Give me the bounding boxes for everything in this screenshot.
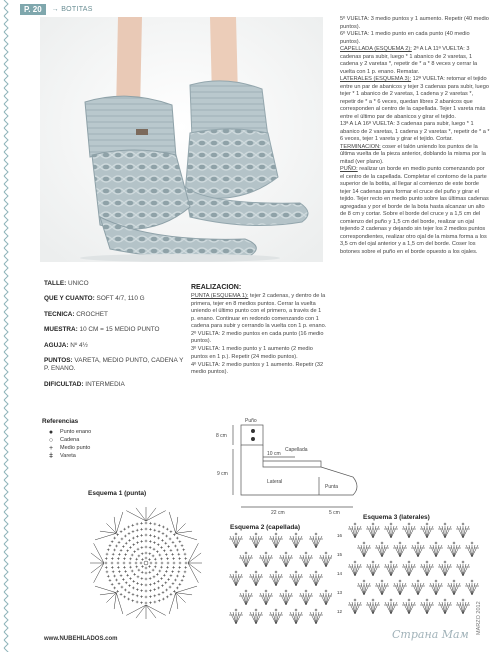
- symbol-legend: [42, 418, 162, 460]
- spec-material: QUE Y CUANTO: SOFT 4/7, 110 G: [44, 295, 145, 303]
- watermark: Страна Мам: [392, 628, 469, 641]
- svg-text:5 cm: 5 cm: [329, 510, 340, 515]
- instructions-continued: [340, 16, 490, 256]
- svg-text:Esquema 3 (laterales): Esquema 3 (laterales): [363, 514, 430, 521]
- spec-puntos: PUNTOS: VARETA, MEDIO PUNTO, CADENA Y P. ENANO.: [44, 357, 184, 373]
- footer-site: www.NUBEHILADOS.com: [44, 636, 118, 642]
- spec-dificultad: DIFICULTAD: INTERMEDIA: [44, 380, 125, 388]
- instruction-paragraph: PUNTA (ESQUEMA 1): tejer 2 cadenas, y dentro de la primera, tejer en 8 medios puntos. Cerrar la vuelta uniendo el último punto con el primero, a través de 1 p. enano. Continuar en redondo comenzando con 1 cadena para subir y cerrando la vuelta con 1 p. enano.: [191, 293, 327, 330]
- svg-text:Punta: Punta: [325, 484, 339, 490]
- slippers-photo: [40, 17, 323, 262]
- pattern-specs: [44, 280, 184, 396]
- instruction-paragraph: 5º VUELTA: 3 medio puntos y 1 aumento. Repetir (40 medio puntos).: [340, 16, 489, 30]
- chart-esquema-2: [222, 522, 332, 632]
- instruction-paragraph: 4º VUELTA: 2 medio puntos y 1 aumento. Repetir (32 medio puntos).: [191, 361, 324, 375]
- instruction-paragraph: 3º VUELTA: 1 medio punto y 1 aumento (2 medio puntos en 1 p.). Repetir (24 medio puntos).: [191, 346, 313, 360]
- spec-muestra: MUESTRA: 10 CM = 15 MEDIO PUNTO: [44, 326, 160, 334]
- svg-text:Esquema 1 (punta): Esquema 1 (punta): [88, 490, 147, 497]
- svg-text:15: 15: [337, 552, 343, 557]
- page-header: [20, 2, 93, 16]
- instruction-paragraph: CAPELLADA (ESQUEMA 2): 2ª A LA 11ª VUELTA: 3 cadenas para subir, luego * 1 abanico de 2 varetas, 1 cadena y 2 varetas *, repetir de * a * 8 veces y cerrar la vuelta con 1 p. enano. Rematar.: [340, 46, 478, 75]
- realizacion-heading: REALIZACION:: [191, 284, 242, 291]
- chart-esquema-3: [335, 512, 490, 636]
- single-crochet-icon: +: [48, 444, 54, 452]
- instruction-paragraph: 6º VUELTA: 1 medio punto en cada punto (40 medio puntos).: [340, 31, 470, 45]
- svg-text:22 cm: 22 cm: [271, 510, 285, 515]
- svg-text:10 cm: 10 cm: [267, 451, 281, 457]
- instruction-paragraph: 2º VUELTA: 2 medio puntos en cada punto (16 medio puntos).: [191, 330, 324, 345]
- instruction-paragraph: 13ª A LA 16ª VUELTA: 3 cadenas para subir, luego * 1 abanico de 2 varetas, 1 cadena y 2 varetas *, repetir de * a * 6 veces, tejer 1 vareta y girar el tejido. Cortar.: [340, 121, 490, 142]
- slipper-schematic: [215, 415, 365, 515]
- svg-text:12: 12: [337, 609, 343, 614]
- chart-esquema-1: [86, 488, 206, 633]
- legend-item: ○ Cadena: [42, 436, 162, 444]
- chain-icon: ○: [48, 436, 54, 444]
- spec-talle: TALLE: UNICO: [44, 280, 89, 287]
- issue-date: MARZO 2012: [476, 601, 482, 635]
- instruction-paragraph: LATERALES (ESQUEMA 3): 12ª VUELTA: retomar el tejido entre un par de abanicos y tejer 3 cadenas para subir, luego tejer * 1 abanico de 2 varetas, 1 cadena y 2 varetas *, repetir de * a * 6 veces, quedan libres 2 abanicos que corresponden al centro de la capellada. Tejer 1 vareta más entre el último par de abanicos y girar el tejido.: [340, 76, 489, 120]
- legend-title: Referencias: [42, 418, 79, 425]
- instruction-paragraph: TERMINACION: coser el talón uniendo los puntos de la última vuelta de la pieza anterior, doblando la misma por la mitad (ver plano).: [340, 143, 486, 165]
- svg-text:8 cm: 8 cm: [216, 433, 227, 439]
- svg-text:13: 13: [337, 590, 343, 595]
- spec-aguja: AGUJA: Nº 4½: [44, 341, 88, 349]
- section-title: → BOTITAS: [51, 5, 93, 13]
- svg-text:14: 14: [337, 571, 343, 576]
- svg-text:Capellada: Capellada: [285, 447, 308, 453]
- legend-item: ǂ Vareta: [42, 452, 162, 460]
- instruction-paragraph: PUÑO: realizar un borde en medio punto comenzando por el centro de la capellada. Completar el contorno de la parte superior de la botita, al llegar al comienzo de este borde tejer 14 cadenas para formar el cruce del puño y girar el tejido. Tejer recto en medio punto sobre las últimas cadenas agregadas y por el borde de la bota hasta alcanzar un alto de 8 cm y cortar. Sobre el borde del cruce y a 1,5 cm del comienzo del puño y 1,5 cm del borde, realizar un ojal tejiendo 2 cadenas y dejando sin tejer los 2 medios puntos correspondientes, realizar otro ojal de la misma forma a los 3,5 cm del ojal anterior y a 1,5 cm del borde. Coser los botones sobre el puño en el borde opuesto a los ojales.: [340, 166, 489, 255]
- svg-text:Lateral: Lateral: [267, 479, 283, 485]
- legend-item: + Medio punto: [42, 444, 162, 452]
- svg-text:9 cm: 9 cm: [217, 471, 228, 477]
- svg-text:Puño: Puño: [245, 418, 257, 424]
- double-crochet-icon: ǂ: [48, 452, 54, 460]
- page-number-badge: P. 20: [20, 4, 46, 15]
- instructions-realizacion: [191, 284, 327, 377]
- zigzag-border: [0, 0, 16, 652]
- svg-text:16: 16: [337, 533, 343, 538]
- svg-text:Esquema 2 (capellada): Esquema 2 (capellada): [230, 524, 301, 531]
- slip-stitch-icon: ●: [48, 428, 54, 436]
- legend-item: ● Punto enano: [42, 428, 162, 436]
- spec-tecnica: TECNICA: CROCHET: [44, 310, 108, 318]
